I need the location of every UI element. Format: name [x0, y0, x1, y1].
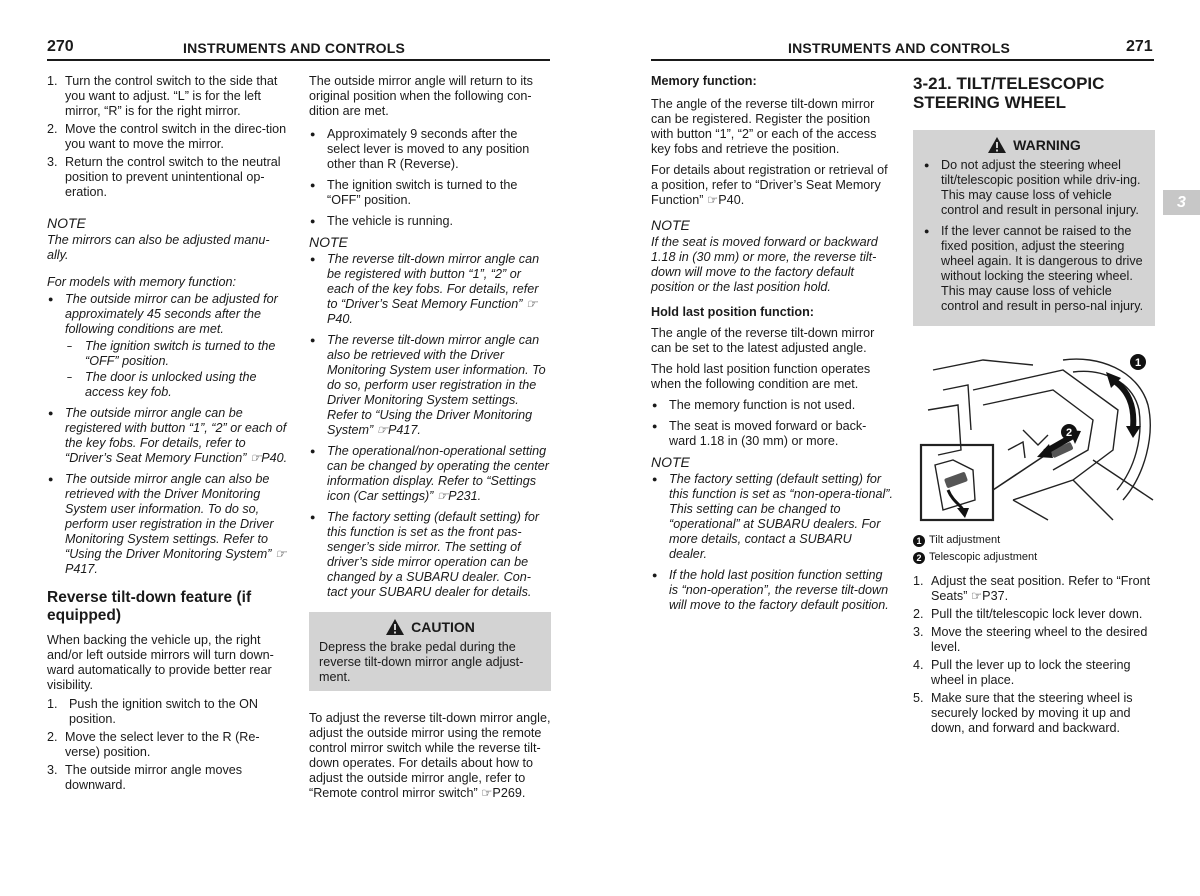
list-item: ● The outside mirror can be adjusted for approximately 45 seconds after the following conditions are met. – The ignition switch is turned to the “OFF” position. – The door is unlocked using the access key fob. [47, 292, 290, 400]
legend-item: 1 Tilt adjustment [913, 532, 1155, 549]
list-item: ● If the hold last position function setting is “non-operation”, the reverse tilt-down will move to the factory default position. [651, 568, 893, 613]
adjust-outro: To adjust the reverse tilt-down mirror angle, adjust the outside mirror using the remote control mirror switch while the reverse tilt-down operates. For details about how to adjust the outside mirror angle, refer to “Remote control mirror switch” ☞P269. [309, 711, 551, 800]
mirror-adjust-steps [47, 74, 290, 200]
list-item: – The ignition switch is turned to the “OFF” position. [65, 339, 290, 369]
list-item: 1. Push the ignition switch to the ON position. [47, 697, 259, 726]
list-item: ● Approximately 9 seconds after the select lever is moved to any position other than R (Reverse). [309, 127, 551, 172]
memory-function-heading: Memory function: [651, 74, 757, 88]
right-column-1 [651, 74, 893, 619]
list-item: 3. Move the steering wheel to the desired level. [913, 625, 1148, 654]
chapter-tab[interactable]: 3 [1163, 190, 1200, 215]
right-section-title: INSTRUMENTS AND CONTROLS [788, 40, 1011, 56]
warning-header: WARNING [913, 130, 1155, 158]
memory-bullets [47, 292, 290, 577]
hold-last-p1: The angle of the reverse tilt-down mirror can be set to the latest adjusted angle. [651, 326, 875, 355]
list-item: 2. Pull the tilt/telescopic lock lever down. [913, 607, 1143, 621]
return-intro: The outside mirror angle will return to its original position when the following con-dition are met. [309, 74, 533, 118]
note-bullets [309, 252, 551, 600]
note-heading: NOTE [309, 234, 348, 250]
caution-box [309, 612, 551, 691]
list-item: ● The ignition switch is turned to the “OFF” position. [309, 178, 551, 208]
steering-adjust-steps [913, 574, 1155, 736]
reverse-tilt-heading: Reverse tilt-down feature (if equipped) [47, 589, 252, 624]
warning-box [913, 130, 1155, 326]
list-item: ● The factory setting (default setting) for this function is set as “non-opera-tional”. This setting can be changed to “operational” at SUBARU dealers. For more details, contact a SUBARU dealer. [651, 472, 893, 562]
left-section-title: INSTRUMENTS AND CONTROLS [183, 40, 406, 56]
note-text: The mirrors can also be adjusted manu-ally. [47, 233, 270, 262]
chapter-heading: 3-21. TILT/TELESCOPIC STEERING WHEEL [913, 74, 1105, 112]
left-column-2 [309, 74, 551, 807]
note-heading: NOTE [47, 215, 86, 231]
callout-1: 1 [1134, 357, 1142, 369]
warning-icon [987, 136, 1007, 154]
hold-last-conditions [651, 398, 893, 449]
hold-last-p2: The hold last position function operates when the following condition are met. [651, 362, 871, 391]
hold-last-heading: Hold last position function: [651, 305, 814, 319]
list-item: ● Do not adjust the steering wheel tilt/telescopic position while driv-ing. This may cause loss of vehicle control and result in personal injury. [923, 158, 1147, 218]
legend-item: 2 Telescopic adjustment [913, 549, 1155, 566]
right-header-rule [651, 59, 1154, 61]
list-item: 1. Adjust the seat position. Refer to “Front Seats” ☞P37. [913, 574, 1151, 603]
list-item: ● The reverse tilt-down mirror angle can also be retrieved with the Driver Monitoring System user information. To do so, perform user registration in the Driver Monitoring System settings. Refer to “Using the Driver Monitoring System” ☞P417. [309, 333, 551, 438]
note-heading: NOTE [651, 217, 690, 233]
list-item: 4. Pull the lever up to lock the steering wheel in place. [913, 658, 1131, 687]
warning-bullets [913, 158, 1155, 314]
memory-function-p2: For details about registration or retrieval of a position, refer to “Driver’s Seat Memory Function” ☞P40. [651, 163, 888, 207]
caution-header: CAUTION [309, 612, 551, 640]
list-item: ● The outside mirror angle can also be retrieved with the Driver Monitoring System user information. To do so, perform user registration in the Driver Monitoring System settings. Refer to “Using the Driver Monitoring System” ☞P417. [47, 472, 290, 577]
right-page-number: 271 [1126, 38, 1153, 55]
illustration-legend [913, 532, 1155, 566]
list-item: 1. Turn the control switch to the side that you want to adjust. “L” is for the left mirror, “R” is for the right mirror. [47, 74, 278, 118]
callout-2: 2 [1065, 427, 1073, 439]
left-header-rule [47, 59, 550, 61]
reverse-tilt-text: When backing the vehicle up, the right and/or left outside mirrors will turn down-ward automatically to provide better rear visibility. [47, 633, 274, 692]
steering-column-drawing [913, 350, 1155, 528]
list-item: ● The operational/non-operational setting can be changed by operating the center information display. Refer to “Settings icon (Car settings)” ☞P231. [309, 444, 551, 504]
memory-intro: For models with memory function: [47, 275, 236, 289]
list-item: ● The outside mirror angle can be registered with button “1”, “2” or each of the key fobs. For details, refer to “Driver’s Seat Memory Function” ☞P40. [47, 406, 290, 466]
list-item: 5. Make sure that the steering wheel is securely locked by moving it up and down, and forward and backward. [913, 691, 1133, 735]
note-text: If the seat is moved forward or backward 1.18 in (30 mm) or more, the reverse tilt-down will move to the factory default position or the last position hold. [651, 235, 878, 294]
left-column-1 [47, 74, 290, 799]
caution-text: Depress the brake pedal during the reverse tilt-down mirror angle adjust-ment. [319, 640, 524, 684]
reverse-tilt-steps [47, 697, 290, 793]
list-item: ● The memory function is not used. [651, 398, 893, 413]
right-column-2 [913, 74, 1155, 742]
list-item: 3. Return the control switch to the neutral position to prevent unintentional op-eration. [47, 155, 281, 199]
legend-number-icon: 2 [913, 552, 925, 564]
left-page-number: 270 [47, 38, 74, 55]
list-item: ● The seat is moved forward or back-ward 1.18 in (30 mm) or more. [651, 419, 893, 449]
note-heading: NOTE [651, 454, 690, 470]
legend-number-icon: 1 [913, 535, 925, 547]
note-bullets [651, 472, 893, 613]
list-item: ● The reverse tilt-down mirror angle can be registered with button “1”, “2” or each of the key fobs. For details, refer to “Driver’s Seat Memory Function” ☞P40. [309, 252, 551, 327]
return-conditions [309, 127, 551, 229]
memory-function-p1: The angle of the reverse tilt-down mirror can be registered. Register the position with button “1”, “2” or each of the access key fobs and retrieve the position. [651, 97, 877, 156]
list-item: – The door is unlocked using the access key fob. [65, 370, 290, 400]
caution-icon [385, 618, 405, 636]
list-item: 3. The outside mirror angle moves downward. [47, 763, 243, 792]
list-item: 2. Move the control switch in the direc-tion you want to move the mirror. [47, 122, 287, 151]
steering-illustration [913, 350, 1155, 528]
list-item: 2. Move the select lever to the R (Re-verse) position. [47, 730, 260, 759]
list-item: ● The factory setting (default setting) for this function is set as the front pas-senger’s side mirror. The setting of driver’s side mirror operation can be changed by a SUBARU dealer. Con-tact your SUBARU dealer for details. [309, 510, 551, 600]
list-item: ● The vehicle is running. [309, 214, 551, 229]
list-item: ● If the lever cannot be raised to the fixed position, adjust the steering wheel again. It is dangerous to drive without locking the steering wheel. This may cause loss of vehicle control and result in perso-nal injury. [923, 224, 1147, 314]
